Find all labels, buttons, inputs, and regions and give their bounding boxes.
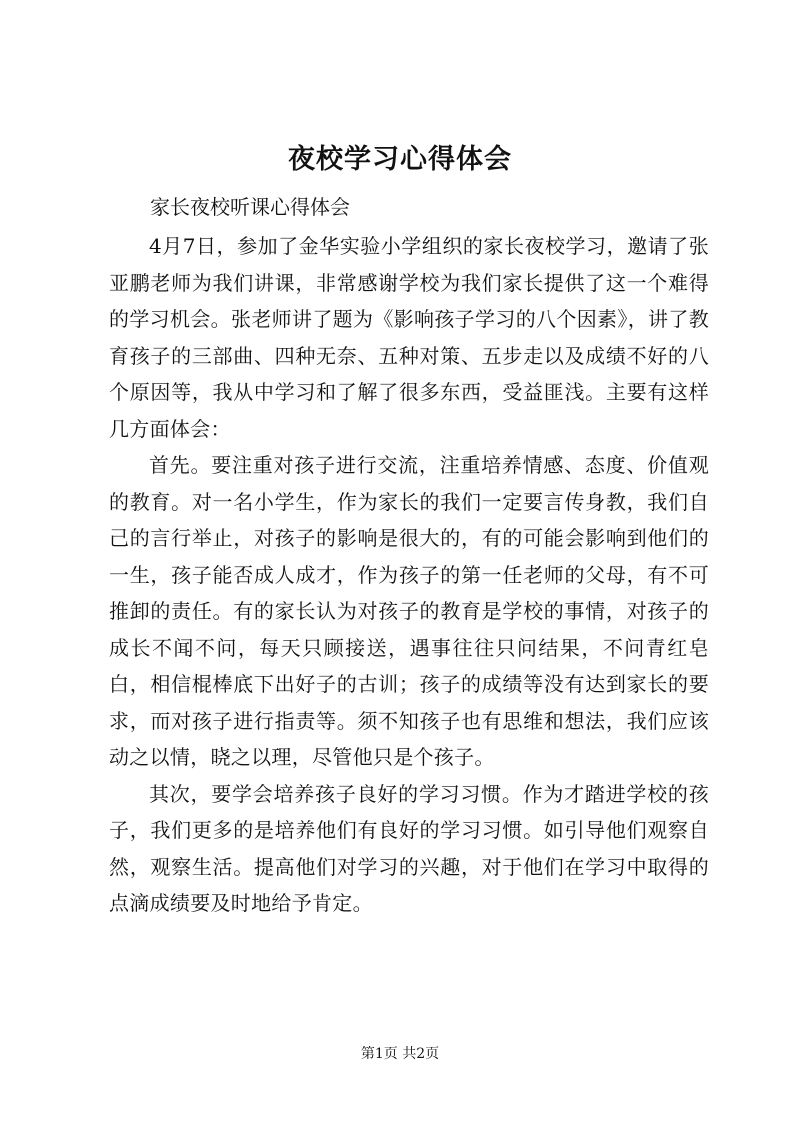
page-number-footer: 第1页 共2页 xyxy=(360,1046,440,1062)
paragraph-second-point: 其次，要学会培养孩子良好的学习习惯。作为才踏进学校的孩子，我们更多的是培养他们有良好的学习习惯。如引导他们观察自然，观察生活。提高他们对学习的兴趣，对于他们在学习中取得的点滴成绩要及时地给予肯定。 xyxy=(109,781,709,915)
document-body xyxy=(109,228,709,922)
document-title: 夜校学习心得体会 xyxy=(288,144,512,175)
paragraph-intro: 4月7日，参加了金华实验小学组织的家长夜校学习，邀请了张亚鹏老师为我们讲课，非常感谢学校为我们家长提供了这一个难得的学习机会。张老师讲了题为《影响孩子学习的八个因素》，讲了教育孩子的三部曲、四种无奈、五种对策、五步走以及成绩不好的八个原因等，我从中学习和了解了很多东西，受益匪浅。主要有这样几方面体会： xyxy=(109,234,709,441)
paragraph-first-point: 首先。要注重对孩子进行交流，注重培养情感、态度、价值观的教育。对一名小学生，作为家长的我们一定要言传身教，我们自己的言行举止，对孩子的影响是很大的，有的可能会影响到他们的一生，孩子能否成人成才，作为孩子的第一任老师的父母，有不可推卸的责任。有的家长认为对孩子的教育是学校的事情，对孩子的成长不闻不问，每天只顾接送，遇事往往只问结果，不问青红皂白，相信棍棒底下出好子的古训；孩子的成绩等没有达到家长的要求，而对孩子进行指责等。须不知孩子也有思维和想法，我们应该动之以情，晓之以理，尽管他只是个孩子。 xyxy=(109,453,709,769)
document-subtitle: 家长夜校听课心得体会 xyxy=(150,195,350,219)
